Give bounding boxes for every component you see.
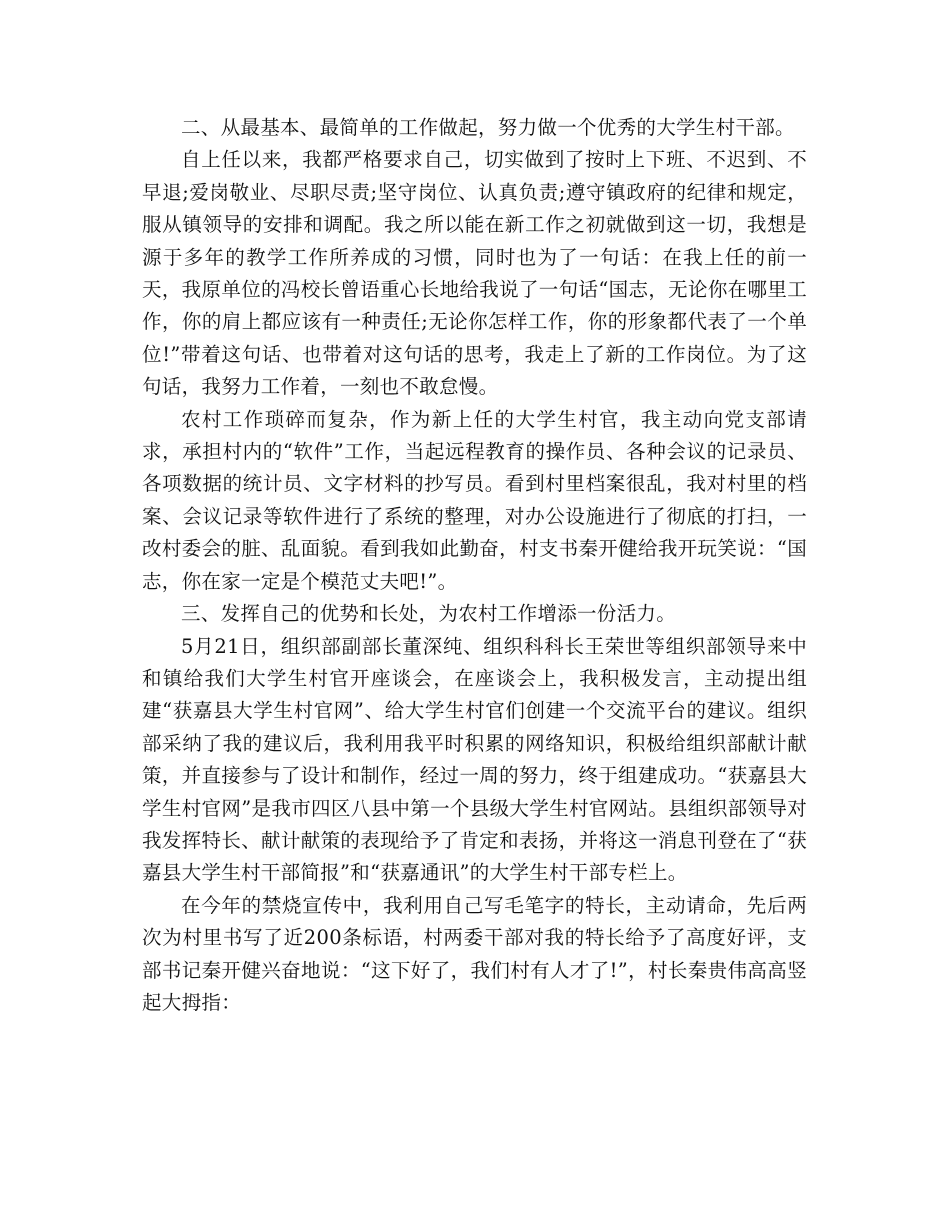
heading-section-two: 二、从最基本、最简单的工作做起，努力做一个优秀的大学生村干部。 bbox=[181, 116, 795, 139]
paragraph-work-attitude: 自上任以来，我都严格要求自己，切实做到了按时上下班、不迟到、不早退;爱岗敬业、尽职尽责;坚守岗位、认真负责;遵守镇政府的纪律和规定，服从镇领导的安排和调配。我之所以能在新工作之初就做到这一切，我想是源于多年的教学工作所养成的习惯，同时也为了一句话：在我上任的前一天，我原单位的冯校长曾语重心长地给我说了一句话“国志，无论你在哪里工作，你的肩上都应该有一种责任;无论你怎样工作，你的形象都代表了一个单位!”带着这句话、也带着对这句话的思考，我走上了新的工作岗位。为了这句话，我努力工作着，一刻也不敢怠慢。 bbox=[142, 148, 807, 399]
paragraph-website: 5月21日，组织部副部长董深纯、组织科科长王荣世等组织部领导来中和镇给我们大学生村官开座谈会，在座谈会上，我积极发言，主动提出组建“获嘉县大学生村官网”、给大学生村官们创建一个交流平台的建议。组织部采纳了我的建议后，我利用我平时积累的网络知识，积极给组织部献计献策，并直接参与了设计和制作，经过一周的努力，终于组建成功。“获嘉县大学生村官网”是我市四区八县中第一个县级大学生村官网站。县组织部领导对我发挥特长、献计献策的表现给予了肯定和表扬，并将这一消息刊登在了“获嘉县大学生村干部简报”和“获嘉通讯”的大学生村干部专栏上。 bbox=[142, 634, 807, 885]
heading-section-three: 三、发挥自己的优势和长处，为农村工作增添一份活力。 bbox=[181, 602, 677, 626]
document-body bbox=[142, 112, 807, 1019]
paragraph-calligraphy: 在今年的禁烧宣传中，我利用自己写毛笔字的特长，主动请命，先后两次为村里书写了近200条标语，村两委干部对我的特长给予了高度好评，支部书记秦开健兴奋地说：“这下好了，我们村有人才了!”，村长秦贵伟高高竖起大拇指： bbox=[142, 893, 807, 1014]
paragraph-software-work: 农村工作琐碎而复杂，作为新上任的大学生村官，我主动向党支部请求，承担村内的“软件”工作，当起远程教育的操作员、各种会议的记录员、各项数据的统计员、文字材料的抄写员。看到村里档案很乱，我对村里的档案、会议记录等软件进行了系统的整理，对办公设施进行了彻底的打扫，一改村委会的脏、乱面貌。看到我如此勤奋，村支书秦开健给我开玩笑说：“国志，你在家一定是个模范丈夫吧!”。 bbox=[142, 407, 807, 593]
